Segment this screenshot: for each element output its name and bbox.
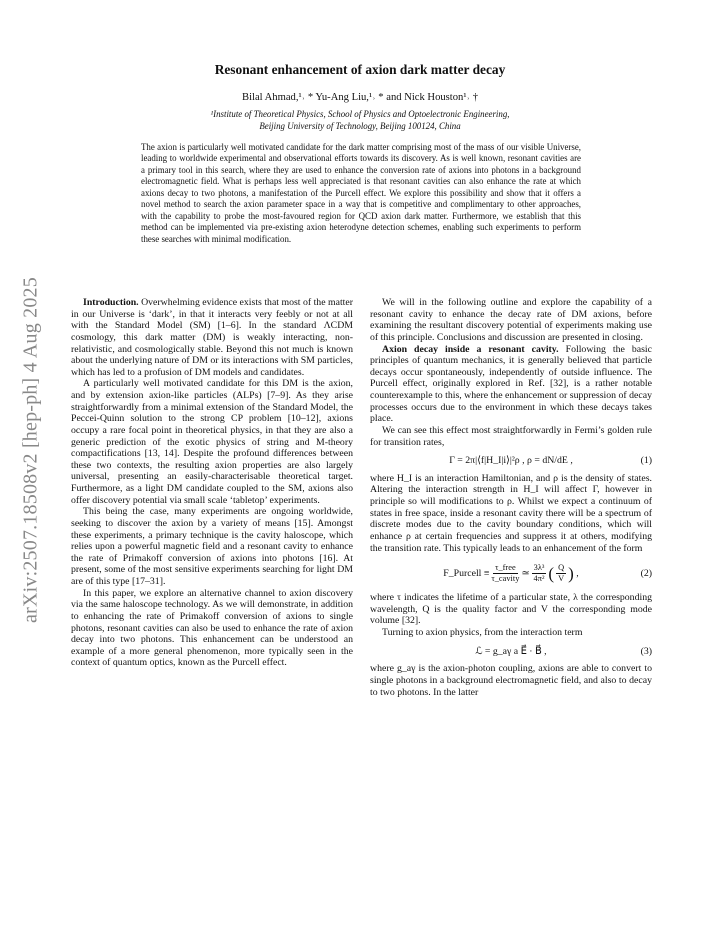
- equation-2-lhs: F_Purcell ≡: [443, 567, 490, 579]
- left-column: [71, 297, 353, 669]
- paragraph-outline: We will in the following outline and explore the capability of a resonant cavity to enhance the decay rate of DM axions, before examining the resultant discovery potential of experiments making use of this principle. Conclusions and discussion are presented in closing.: [370, 297, 652, 343]
- paragraph-purcell-definitions: where τ indicates the lifetime of a particular state, λ the corresponding wavelength, Q is the quality factor and V the corresponding mode volume [32].: [370, 592, 652, 627]
- fraction-wavelength: [532, 563, 547, 584]
- fraction-numerator: 3λ³: [533, 563, 545, 573]
- intro-heading: Introduction.: [83, 297, 139, 308]
- equation-2: [370, 563, 652, 584]
- paragraph-density-of-states: where H_I is an interaction Hamiltonian, and ρ is the density of states. Altering the interaction strength in H_I will affect Γ, however in principle so will modifications to ρ. Whilst we expect a continuum of states in free space, inside a resonant cavity there will be a spectrum of discrete modes due to the cavity boundary conditions, which will enhance ρ at certain frequencies and suppress it at others, modifying the transition rate. This typically leads to an enhancement of the form: [370, 472, 652, 554]
- author-list: Bilal Ahmad,¹˒ * Yu-Ang Liu,¹˒ * and Nick Houston¹˒ †: [242, 92, 478, 103]
- paragraph-fermi: We can see this effect most straightforwardly in Fermi’s golden rule for transition rates,: [370, 424, 652, 448]
- equation-2-number: (2): [640, 567, 652, 579]
- fraction-q-over-v: [556, 563, 566, 584]
- section-text: Following the basic principles of quantum mechanics, it is generally believed that particle decays occur spontaneously, independently of outside influence. The Purcell effect, originally explored in Ref. [32], is a rather notable counterexample to this, where the enhancement or suppression of decay processes occurs due to the environment in which these decays takes place.: [370, 343, 653, 425]
- section-heading: Axion decay inside a resonant cavity.: [382, 343, 559, 355]
- fraction-lifetimes: [491, 563, 519, 584]
- equation-2-comma: ,: [573, 567, 579, 579]
- paragraph-axion-photon: where g_aγ is the axion-photon coupling, axions are able to convert to single photons in a background electromagnetic field, and also to decay to two photons. In the latter: [370, 663, 652, 698]
- fraction-denominator: V: [558, 574, 565, 584]
- arxiv-sidebar: [8, 0, 54, 932]
- affiliation-line-2: Beijing University of Technology, Beijing 100124, China: [259, 121, 461, 131]
- equation-3-number: (3): [640, 645, 652, 657]
- right-paren: ): [568, 563, 574, 583]
- paragraph-this-paper: In this paper, we explore an alternative channel to axion discovery via the same haloscope technology. As we will demonstrate, in addition to enhancing the rate of Primakoff conversion of axions to single photons, resonant cavities can also be used to enhance the rate of axion decay into two photons. This enhancement can be understood an example of a more general phenomenon, more typically seen in the context of quantum optics, known as the Purcell effect.: [71, 587, 353, 669]
- fraction-denominator: 4π²: [533, 574, 545, 584]
- arxiv-identifier: arXiv:2507.18508v2 [hep-ph] 4 Aug 2025: [19, 277, 42, 623]
- equation-1-number: (1): [640, 455, 652, 467]
- paragraph-axion-candidate: A particularly well motivated candidate for this DM is the axion, and by extension axion-like particles (ALPs) [7–9]. As they arise straightforwardly from a minimal extension of the Standard Model, the Peccei-Quinn solution to the strong CP problem [10–12], axions occupy a rare focal point in theoretical physics, in that they are also a generic prediction of the exotic physics of string and M-theory compactifications [13, 14]. Despite the profound differences between these two contexts, the resulting axion properties are also largely universal, presenting an easily-characterisable theoretical target. Furthermore, as a light DM candidate coupled to the SM, axions also offer discovery potential via small scale ‘tabletop’ experiments.: [71, 378, 353, 506]
- equation-1: [370, 455, 652, 467]
- equation-2-approx: ≃: [521, 567, 530, 579]
- fraction-denominator: τ_cavity: [491, 574, 520, 584]
- fraction-numerator: τ_free: [495, 563, 516, 573]
- equation-1-body: Γ = 2π|⟨f|H_I|i⟩|²ρ , ρ = dN/dE ,: [449, 455, 573, 467]
- left-paren: (: [548, 563, 555, 583]
- paper-title: Resonant enhancement of axion dark matter decay: [214, 62, 506, 77]
- paragraph-interaction-term: Turning to axion physics, from the interaction term: [382, 627, 583, 638]
- equation-3: [370, 646, 652, 658]
- equation-3-body: ℒ = g_aγ a E⃗ · B⃗ ,: [475, 645, 547, 657]
- abstract: The axion is particularly well motivated candidate for the dark matter comprising most of the mass of our visible Universe, leading to worldwide experimental and observational efforts towards its discovery. As is well known, resonant cavities are a primary tool in this search, where they are used to enhance the conversion rate of axions into photons in a background electromagnetic field. What is perhaps less well appreciated is that resonant cavities can also enhance the rate at which axions decay to two photons, a manifestation of the Purcell effect. We explore this possibility and show that it offers a novel method to search the axion parameter space in a way that is competitive and complimentary to other approaches, with the capability to probe the most-favoured region for QCD axion dark matter. Furthermore, we establish that this method can be implemented via pre-existing axion heterodyne detection schemes, enabling such experiments to perform these searches with minimal modification.: [141, 142, 581, 244]
- intro-paragraph: [71, 297, 353, 378]
- right-column: [370, 297, 652, 698]
- section-axion-decay: [370, 344, 652, 425]
- paragraph-experiments: This being the case, many experiments are ongoing worldwide, seeking to discover the axion by a variety of means [15]. Amongst these experiments, a primary technique is the cavity haloscope, which relies upon a powerful magnetic field and a resonant cavity to enhance the rate of Primakoff conversion of axions into photons [16]. At present, some of the most sensitive experiments searching for light DM are of this type [17–31].: [71, 506, 353, 587]
- affiliation: [0, 108, 720, 132]
- affiliation-line-1: ¹Institute of Theoretical Physics, School of Physics and Optoelectronic Engineering,: [210, 109, 510, 119]
- intro-text: Overwhelming evidence exists that most of the matter in our Universe is ‘dark’, in that it interacts very feebly or not at all with the Standard Model (SM) [1–6]. In the standard ΛCDM cosmology, this dark matter (DM) is weakly interacting, non-relativistic, and cosmologically stable. Beyond this not much is known about the underlying nature of DM or its interactions with SM particles, which has led to a profusion of DM models and candidates.: [71, 297, 354, 378]
- fraction-numerator: Q: [558, 563, 565, 573]
